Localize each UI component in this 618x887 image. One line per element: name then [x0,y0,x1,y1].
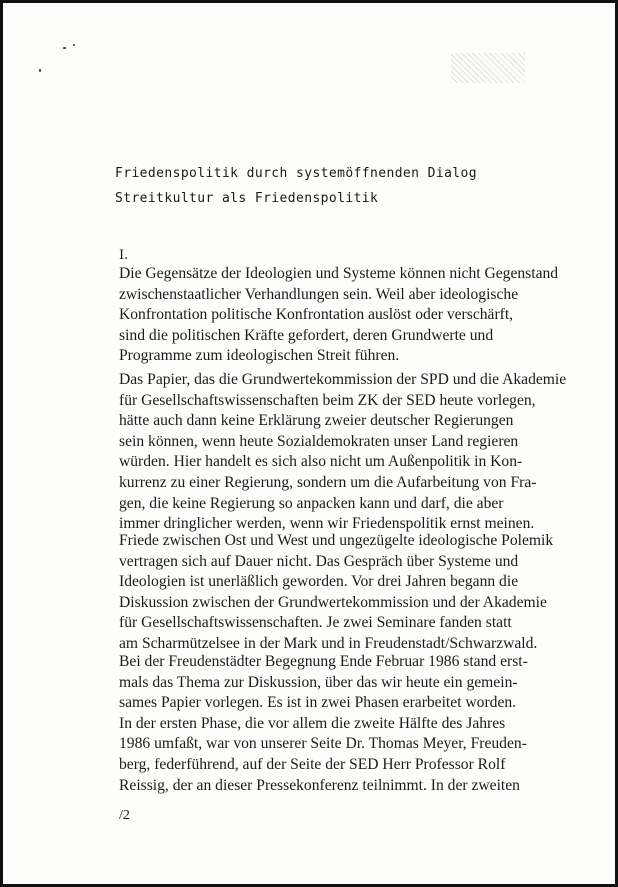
text-line: Das Papier, das die Grundwertekommission der SPD und die Akademie [119,371,567,388]
paragraph-1 [119,264,589,367]
text-line: sames Papier vorlegen. Es ist in zwei Phasen erarbeitet worden. [119,694,517,712]
text-line: Die Gegensätze der Ideologien und Systeme können nicht Gegenstand [119,265,559,282]
text-line: hätte auch dann keine Erklärung zweier deutscher Regierungen [119,412,514,430]
text-line: am Scharmützelsee in der Mark und in Freudenstadt/Schwarzwald. [119,634,538,652]
paragraph-2 [119,370,589,535]
section-numeral: I. [119,248,129,263]
text-line: kurrenz zu einer Regierung, sondern um die Aufarbeitung von Fra- [119,473,537,491]
paragraph-3 [119,531,589,655]
text-line: zwischenstaatlicher Verhandlungen sein. Weil aber ideologische [119,285,519,303]
paragraph-4 [119,652,589,796]
text-line: Ideologien ist unerläßlich geworden. Vor drei Jahren begann die [119,573,519,591]
text-line: würden. Hier handelt es sich also nicht um Außenpolitik in Kon- [119,453,523,471]
text-line: Konfrontation politische Konfrontation auslöst oder verschärft, [119,306,514,324]
text-line: gen, die keine Regierung so anpacken kann und darf, die aber [119,494,504,512]
text-line: für Gesellschaftswissenschaften beim ZK der SED heute vorlegen, [119,391,536,409]
text-line: berg, federführend, auf der Seite der SED Herr Professor Rolf [119,755,506,773]
page-number: /2 [119,808,130,823]
text-line: vertragen sich auf Dauer nicht. Das Gespräch über Systeme und [119,552,519,570]
text-line: für Gesellschaftswissenschaften. Je zwei Seminare fanden statt [119,614,512,632]
text-line: In der ersten Phase, die vor allem die zweite Hälfte des Jahres [119,714,506,732]
document-title: Friedenspolitik durch systemöffnenden Dialog [115,166,477,181]
text-line: sind die politischen Kräfte gefordert, deren Grundwerte und [119,326,494,344]
scan-speck [73,44,75,46]
text-line: Friede zwischen Ost und West und ungezügelte ideologische Polemik [119,532,554,549]
faded-stamp-mark [451,53,525,83]
text-line: mals das Thema zur Diskussion, über das wir heute ein gemein- [119,673,518,691]
scan-speck [63,47,66,49]
text-line: Diskussion zwischen der Grundwertekommission und der Akademie [119,593,547,611]
text-line: 1986 umfaßt, war von unserer Seite Dr. Thomas Meyer, Freuden- [119,735,527,753]
text-line: immer dringlicher werden, wenn wir Friedenspolitik ernst meinen. [119,515,535,533]
text-line: Reissig, der an dieser Pressekonferenz teilnimmt. In der zweiten [119,776,520,794]
scan-speck [39,69,41,72]
text-line: Bei der Freudenstädter Begegnung Ende Februar 1986 stand erst- [119,653,528,670]
document-subtitle: Streitkultur als Friedenspolitik [115,191,379,206]
text-line: Programme zum ideologischen Streit führen. [119,347,400,365]
text-line: sein können, wenn heute Sozialdemokraten unser Land regieren [119,432,519,450]
